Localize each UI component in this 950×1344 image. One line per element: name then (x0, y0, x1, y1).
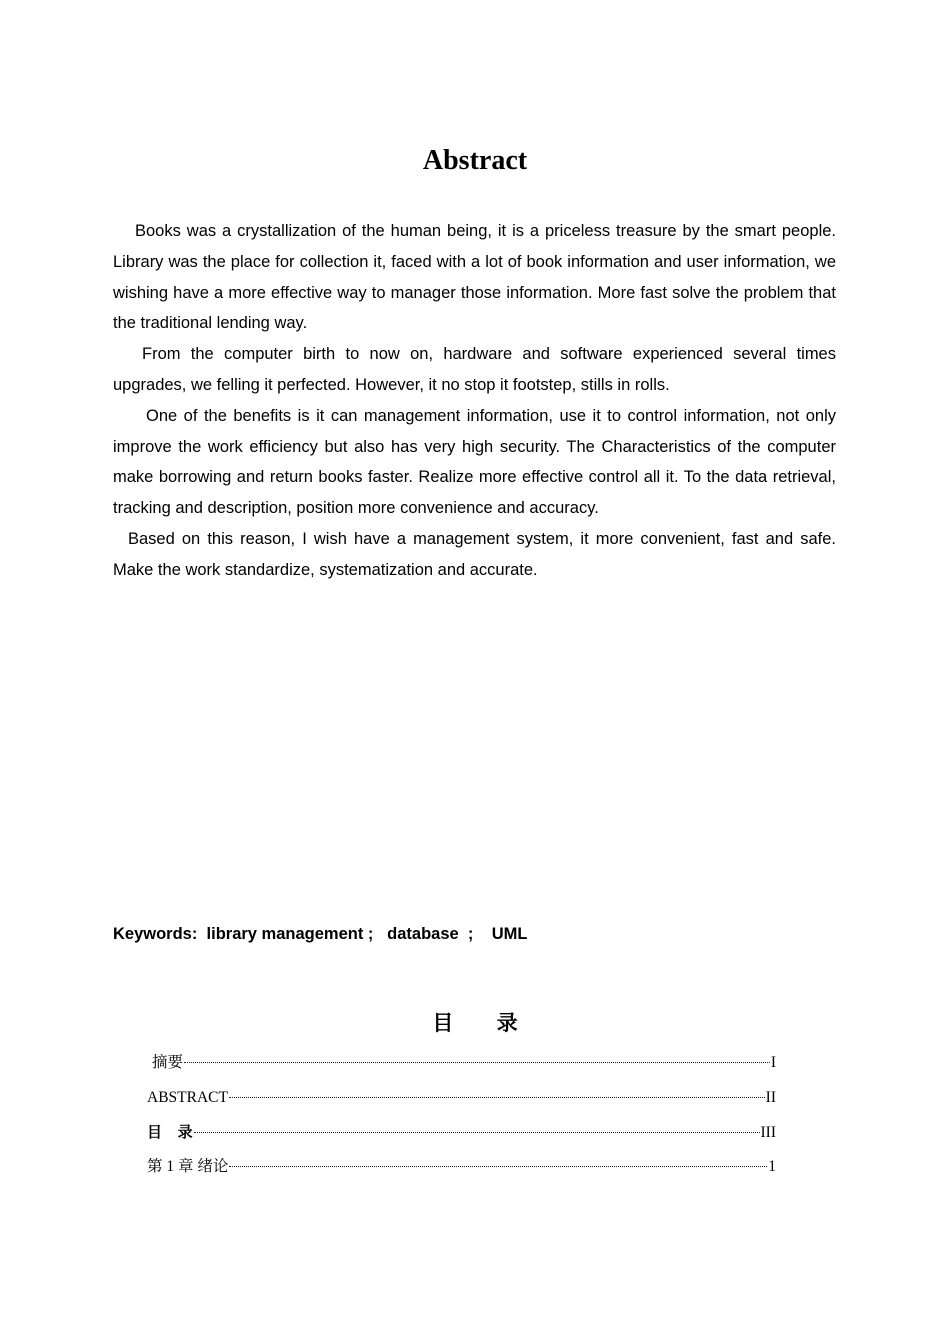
abstract-title: Abstract (422, 145, 528, 176)
toc-entry-label: 摘要 (152, 1054, 184, 1071)
toc-entry-abstract-en[interactable] (147, 1086, 776, 1121)
toc-entry-chapter-1[interactable] (147, 1155, 776, 1190)
toc-dot-leader (194, 1132, 760, 1133)
keywords-line: Keywords: library management ; database ; UML (113, 925, 528, 943)
table-of-contents (147, 1051, 776, 1190)
toc-entry-page: II (765, 1088, 776, 1106)
abstract-body (113, 216, 836, 586)
toc-entry-label: 目 录 (147, 1123, 193, 1142)
toc-entry-label: ABSTRACT (147, 1088, 228, 1106)
toc-dot-leader (229, 1097, 765, 1098)
toc-entry-label: 第 1 章 绪论 (147, 1158, 229, 1176)
abstract-paragraph-1: Books was a crystallization of the human being, it is a priceless treasure by the smart people. Library was the place for collection it, faced with a lot of book information and user information, we wishing have a more effective way to manager those information. More fast solve the problem that the traditional lending way. (113, 222, 836, 333)
toc-entry-page: I (770, 1054, 776, 1071)
toc-entry-page: 1 (768, 1158, 776, 1176)
toc-entry-contents[interactable] (147, 1120, 776, 1155)
abstract-paragraph-3: One of the benefits is it can management information, use it to control information, not only improve the work efficiency but also has very high security. The Characteristics of the computer make borrowing and return books faster. Realize more effective control all it. To the data retrieval, tracking and description, position more convenience and accuracy. (113, 406, 836, 518)
abstract-paragraph-2: From the computer birth to now on, hardware and software experienced several times upgrades, we felling it perfected. However, it no stop it footstep, stills in rolls. (113, 345, 836, 394)
toc-dot-leader (184, 1062, 770, 1063)
toc-dot-leader (229, 1166, 767, 1167)
toc-entry-abstract-cn[interactable] (147, 1051, 776, 1086)
toc-entry-page: III (760, 1124, 776, 1142)
toc-title: 目 录 (432, 1011, 536, 1035)
abstract-paragraph-4: Based on this reason, I wish have a management system, it more convenient, fast and safe. Make the work standardize, systematization and accurate. (113, 529, 836, 579)
